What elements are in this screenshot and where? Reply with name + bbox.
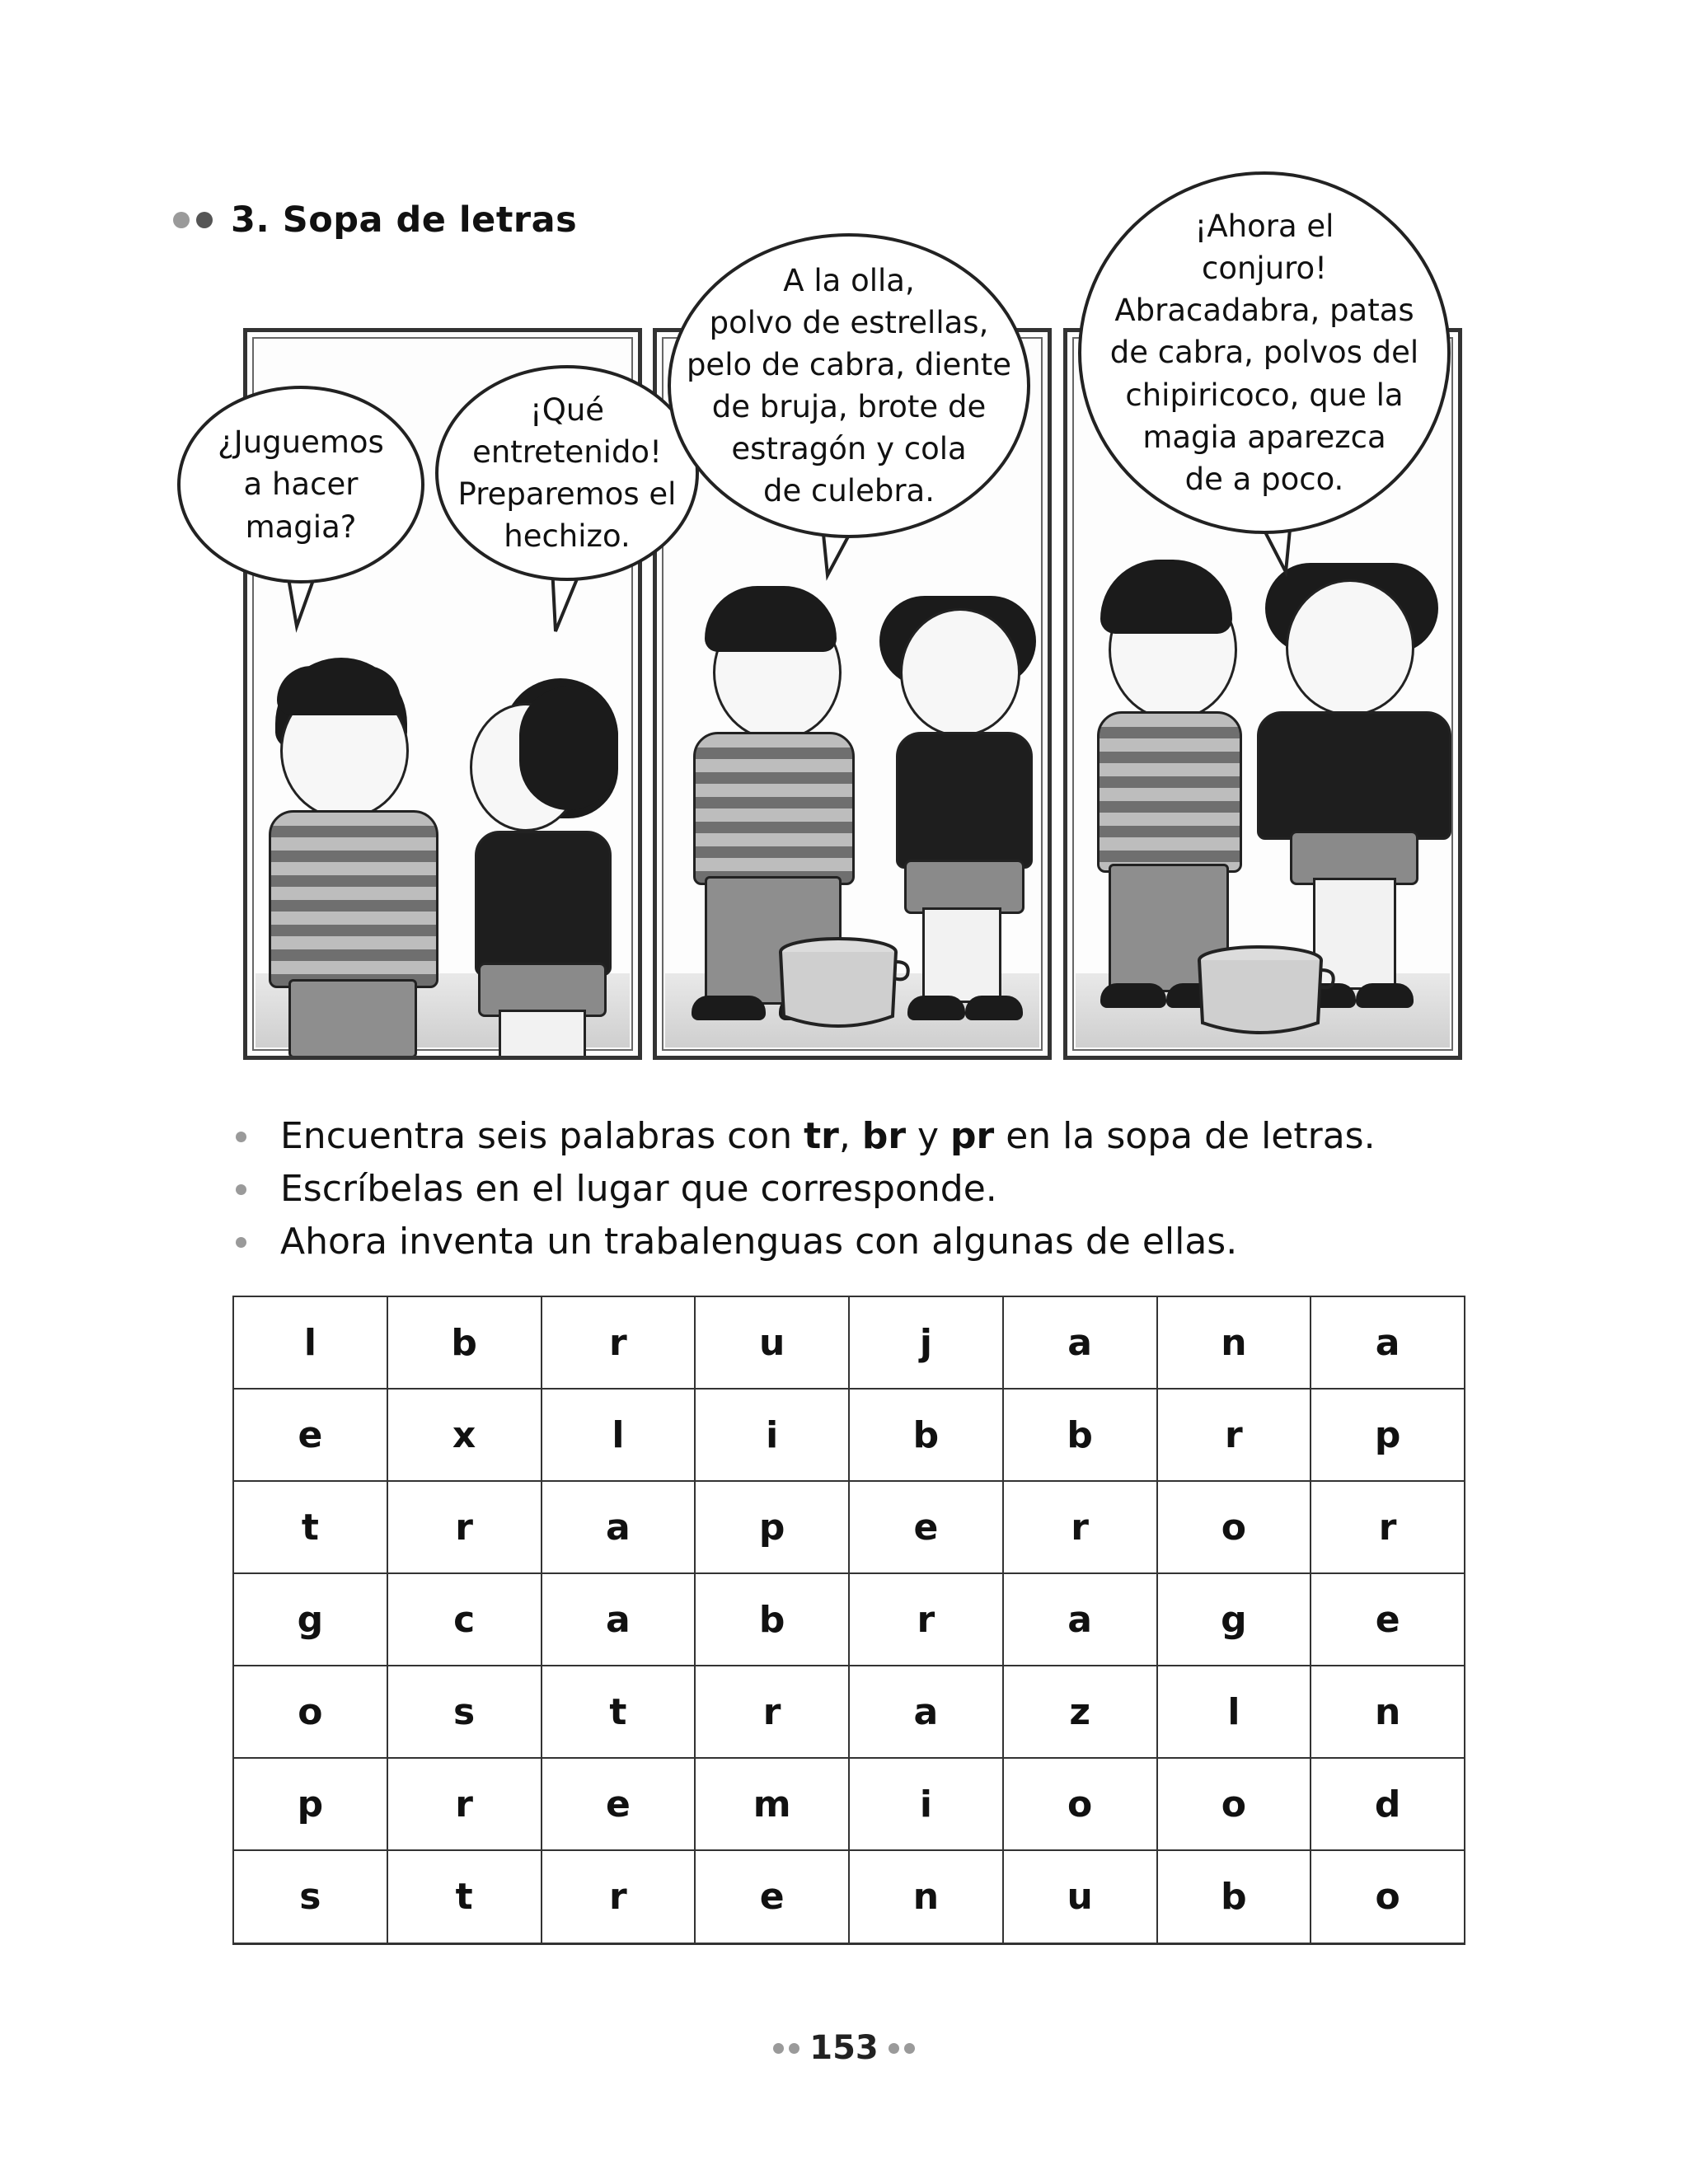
section-title: 3. Sopa de letras <box>231 199 578 241</box>
instruction-item: Encuentra seis palabras con tr, br y pr en la sopa de letras. <box>232 1110 1376 1163</box>
letter-cell[interactable]: p <box>695 1481 849 1573</box>
letter-cell[interactable]: x <box>387 1389 542 1481</box>
letter-cell[interactable]: n <box>1157 1296 1311 1389</box>
letter-cell[interactable]: r <box>542 1296 696 1389</box>
page-dots-icon <box>773 2043 799 2054</box>
grid-row <box>233 1758 1465 1850</box>
letter-cell[interactable]: b <box>695 1573 849 1666</box>
speech-bubble-text: ¿Juguemos a hacer magia? <box>218 424 384 545</box>
letter-cell[interactable]: r <box>387 1758 542 1850</box>
page-number-text: 153 <box>809 2029 879 2067</box>
letter-cell[interactable]: e <box>849 1481 1003 1573</box>
letter-cell[interactable]: j <box>849 1296 1003 1389</box>
letter-cell[interactable]: e <box>542 1758 696 1850</box>
speech-bubble-2 <box>435 365 699 581</box>
instruction-item: Escríbelas en el lugar que corresponde. <box>232 1163 1376 1216</box>
letter-cell[interactable]: i <box>849 1758 1003 1850</box>
grid-row <box>233 1296 1465 1389</box>
letter-cell[interactable]: e <box>695 1850 849 1943</box>
speech-bubble-text: A la olla, polvo de estrellas, pelo de cabra, diente de bruja, brote de estragón y cola de culebra. <box>686 262 1012 509</box>
grid-row <box>233 1481 1465 1573</box>
speech-bubble-text: ¡Ahora el conjuro! Abracadabra, patas de cabra, polvos del chipiricoco, que la magia aparezca de a poco. <box>1109 209 1419 497</box>
letter-cell[interactable]: l <box>542 1389 696 1481</box>
letter-cell[interactable]: r <box>849 1573 1003 1666</box>
letter-cell[interactable]: u <box>1003 1850 1157 1943</box>
bullet-icon <box>236 1184 246 1195</box>
letter-cell[interactable]: a <box>1003 1573 1157 1666</box>
letter-cell[interactable]: r <box>1311 1481 1465 1573</box>
letter-cell[interactable]: z <box>1003 1666 1157 1758</box>
comic-strip <box>0 0 1688 1071</box>
word-search-grid <box>232 1296 1465 1945</box>
cooking-pot-icon <box>772 934 912 1033</box>
letter-cell[interactable]: r <box>387 1481 542 1573</box>
instruction-item: Ahora inventa un trabalenguas con algunas de ellas. <box>232 1216 1376 1268</box>
letter-cell[interactable]: a <box>1311 1296 1465 1389</box>
letter-cell[interactable]: o <box>1157 1481 1311 1573</box>
letter-cell[interactable]: e <box>233 1389 387 1481</box>
girl-illustration <box>453 678 618 1057</box>
page-dots-icon <box>889 2043 915 2054</box>
letter-cell[interactable]: m <box>695 1758 849 1850</box>
letter-cell[interactable]: o <box>1003 1758 1157 1850</box>
letter-cell[interactable]: b <box>1157 1850 1311 1943</box>
letter-cell[interactable]: b <box>849 1389 1003 1481</box>
letter-cell[interactable]: r <box>542 1850 696 1943</box>
letter-cell[interactable]: s <box>387 1666 542 1758</box>
speech-bubble-1 <box>177 386 424 583</box>
boy-illustration <box>259 658 448 1053</box>
letter-cell[interactable]: b <box>387 1296 542 1389</box>
grid-row <box>233 1850 1465 1943</box>
letter-cell[interactable]: a <box>542 1481 696 1573</box>
letter-cell[interactable]: u <box>695 1296 849 1389</box>
letter-cell[interactable]: i <box>695 1389 849 1481</box>
letter-cell[interactable]: d <box>1311 1758 1465 1850</box>
instruction-list <box>232 1110 1376 1268</box>
letter-cell[interactable]: o <box>233 1666 387 1758</box>
letter-cell[interactable]: l <box>233 1296 387 1389</box>
letter-cell[interactable]: n <box>1311 1666 1465 1758</box>
letter-cell[interactable]: s <box>233 1850 387 1943</box>
grid-row <box>233 1389 1465 1481</box>
letter-cell[interactable]: p <box>233 1758 387 1850</box>
page-number <box>0 2029 1688 2067</box>
letter-cell[interactable]: r <box>1157 1389 1311 1481</box>
grid-row <box>233 1666 1465 1758</box>
letter-cell[interactable]: r <box>695 1666 849 1758</box>
letter-cell[interactable]: t <box>542 1666 696 1758</box>
letter-cell[interactable]: p <box>1311 1389 1465 1481</box>
bullet-icon <box>236 1237 246 1248</box>
bullet-icon <box>236 1132 246 1142</box>
letter-cell[interactable]: o <box>1311 1850 1465 1943</box>
letter-cell[interactable]: c <box>387 1573 542 1666</box>
letter-cell[interactable]: a <box>1003 1296 1157 1389</box>
letter-cell[interactable]: t <box>387 1850 542 1943</box>
grid-row <box>233 1573 1465 1666</box>
cooking-pot-icon <box>1191 942 1339 1041</box>
letter-cell[interactable]: r <box>1003 1481 1157 1573</box>
letter-cell[interactable]: n <box>849 1850 1003 1943</box>
letter-cell[interactable]: a <box>849 1666 1003 1758</box>
speech-bubble-4 <box>1078 171 1451 534</box>
letter-cell[interactable]: g <box>233 1573 387 1666</box>
letter-cell[interactable]: a <box>542 1573 696 1666</box>
letter-cell[interactable]: b <box>1003 1389 1157 1481</box>
letter-cell[interactable]: o <box>1157 1758 1311 1850</box>
speech-bubble-text: ¡Qué entretenido! Preparemos el hechizo. <box>457 391 677 555</box>
letter-cell[interactable]: e <box>1311 1573 1465 1666</box>
letter-cell[interactable]: g <box>1157 1573 1311 1666</box>
speech-bubble-3 <box>668 233 1030 538</box>
letter-cell[interactable]: t <box>233 1481 387 1573</box>
letter-cell[interactable]: l <box>1157 1666 1311 1758</box>
